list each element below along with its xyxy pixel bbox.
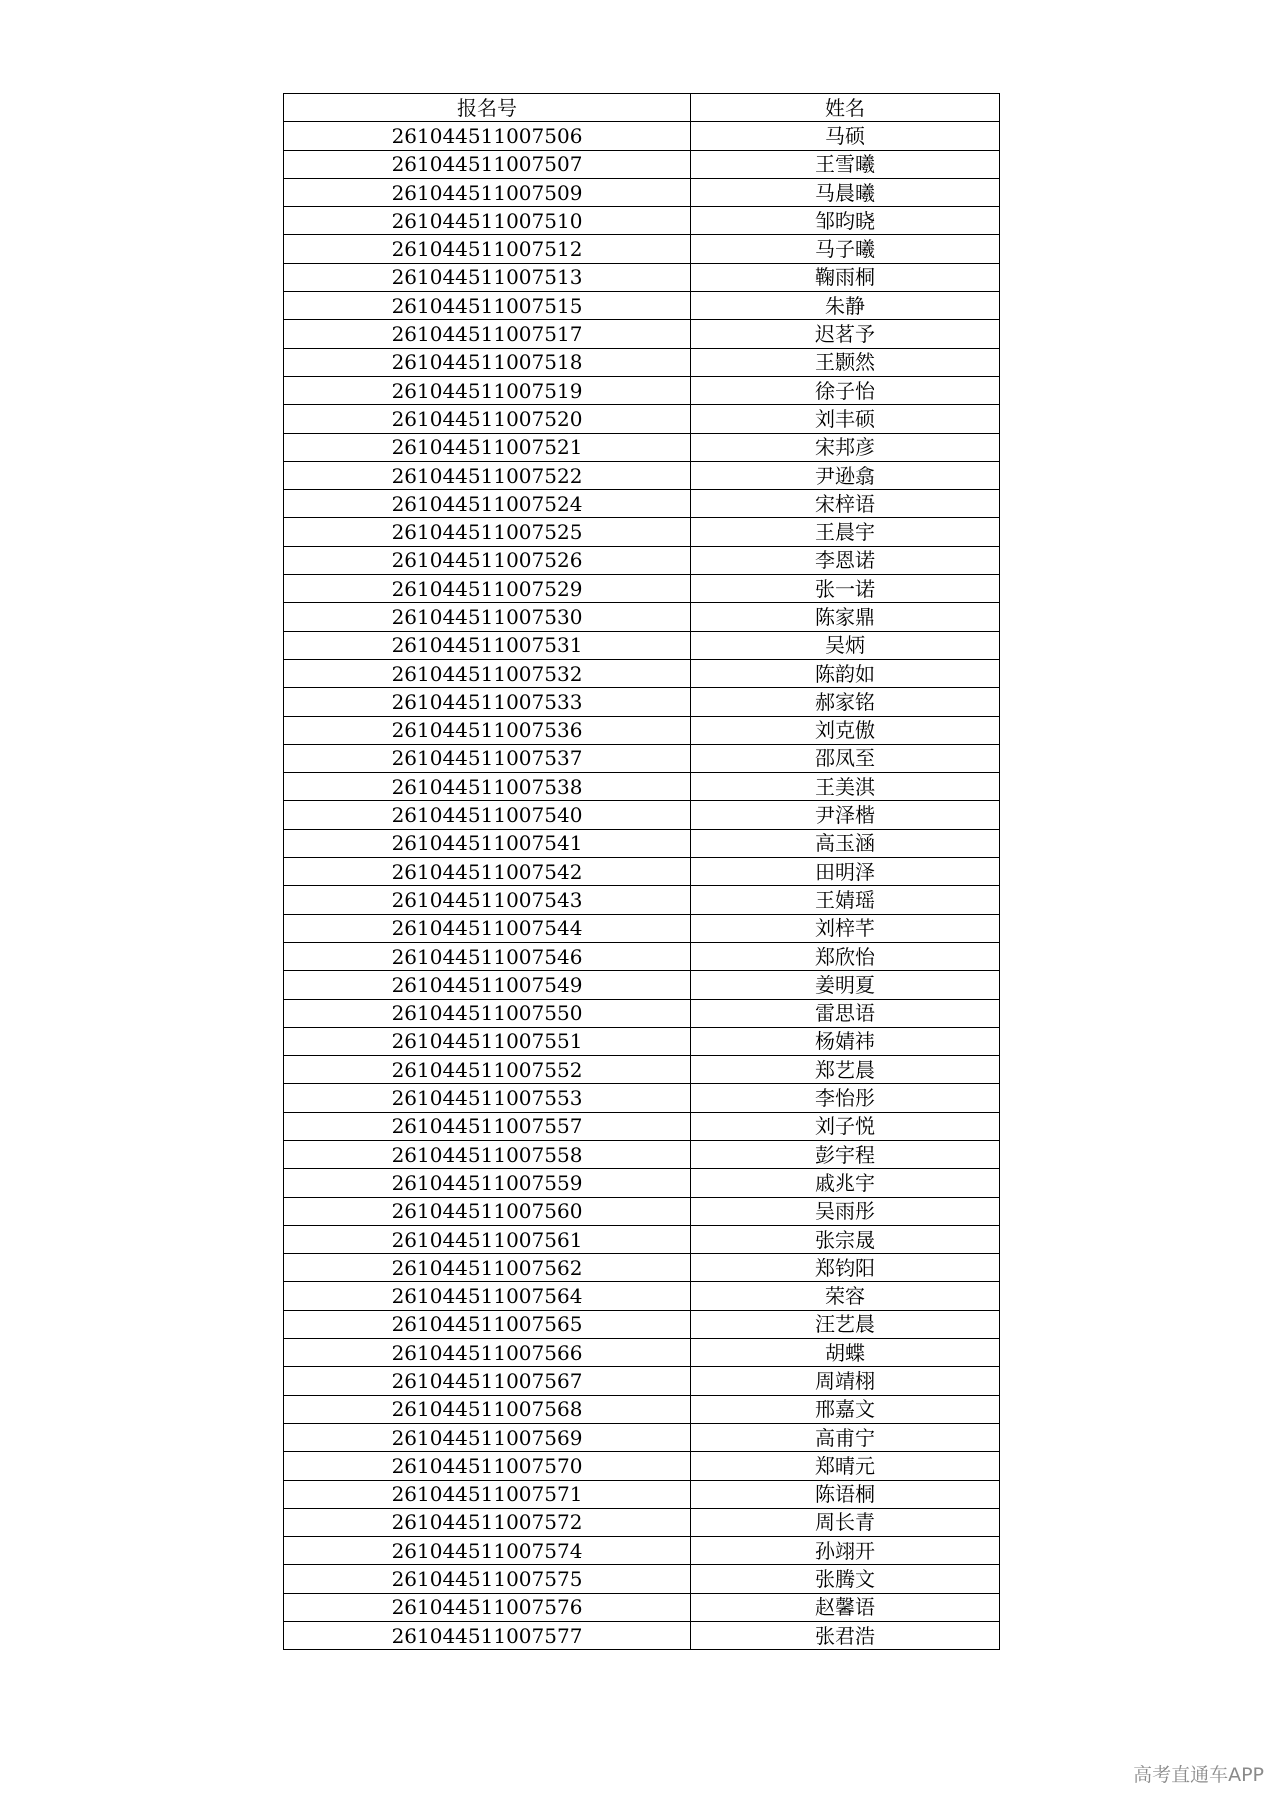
table-header-row [284, 94, 1000, 122]
name-cell: 宋梓语 [691, 490, 1000, 518]
name-cell: 刘丰硕 [691, 405, 1000, 433]
registration-number-cell: 261044511007519 [284, 376, 691, 404]
table-row [284, 122, 1000, 150]
name-cell: 郑钧阳 [691, 1254, 1000, 1282]
registration-number-cell: 261044511007520 [284, 405, 691, 433]
table-row [284, 1310, 1000, 1338]
registration-number-cell: 261044511007569 [284, 1423, 691, 1451]
table-row [284, 801, 1000, 829]
table-row [284, 575, 1000, 603]
table-row [284, 914, 1000, 942]
watermark: 高考直通车APP [1133, 1764, 1264, 1786]
table-row [284, 1339, 1000, 1367]
table-row [284, 1056, 1000, 1084]
table-row [284, 178, 1000, 206]
name-cell: 王晨宇 [691, 518, 1000, 546]
registration-number-cell: 261044511007543 [284, 886, 691, 914]
registration-number-cell: 261044511007517 [284, 320, 691, 348]
registration-number-cell: 261044511007509 [284, 178, 691, 206]
table-row [284, 348, 1000, 376]
registration-number-cell: 261044511007507 [284, 150, 691, 178]
registration-number-cell: 261044511007546 [284, 942, 691, 970]
registration-number-cell: 261044511007530 [284, 603, 691, 631]
name-cell: 周靖栩 [691, 1367, 1000, 1395]
name-cell: 王雪曦 [691, 150, 1000, 178]
name-cell: 高甫宁 [691, 1423, 1000, 1451]
table-row [284, 1367, 1000, 1395]
registration-number-cell: 261044511007558 [284, 1140, 691, 1168]
registration-number-cell: 261044511007574 [284, 1537, 691, 1565]
name-cell: 吴雨彤 [691, 1197, 1000, 1225]
table-row [284, 546, 1000, 574]
registration-number-cell: 261044511007575 [284, 1565, 691, 1593]
name-cell: 王颢然 [691, 348, 1000, 376]
registration-number-cell: 261044511007522 [284, 461, 691, 489]
name-cell: 张君浩 [691, 1622, 1000, 1650]
table-row [284, 235, 1000, 263]
registration-number-cell: 261044511007541 [284, 829, 691, 857]
name-cell: 胡蝶 [691, 1339, 1000, 1367]
name-cell: 邹昀晓 [691, 207, 1000, 235]
name-cell: 陈韵如 [691, 659, 1000, 687]
name-cell: 吴炳 [691, 631, 1000, 659]
name-cell: 周长青 [691, 1508, 1000, 1536]
name-cell: 刘梓芊 [691, 914, 1000, 942]
table-row [284, 631, 1000, 659]
registration-number-cell: 261044511007513 [284, 263, 691, 291]
table-row [284, 1112, 1000, 1140]
name-cell: 马晨曦 [691, 178, 1000, 206]
registration-number-cell: 261044511007549 [284, 971, 691, 999]
table-row [284, 1254, 1000, 1282]
name-cell: 高玉涵 [691, 829, 1000, 857]
table-row [284, 292, 1000, 320]
table-row [284, 886, 1000, 914]
name-cell: 田明泽 [691, 858, 1000, 886]
name-cell: 姜明夏 [691, 971, 1000, 999]
registration-number-cell: 261044511007557 [284, 1112, 691, 1140]
name-cell: 李恩诺 [691, 546, 1000, 574]
registration-number-cell: 261044511007550 [284, 999, 691, 1027]
name-cell: 孙翊开 [691, 1537, 1000, 1565]
table-row [284, 942, 1000, 970]
registration-number-cell: 261044511007552 [284, 1056, 691, 1084]
name-cell: 荣容 [691, 1282, 1000, 1310]
registration-number-cell: 261044511007565 [284, 1310, 691, 1338]
registration-number-cell: 261044511007512 [284, 235, 691, 263]
table-row [284, 263, 1000, 291]
name-cell: 彭宇程 [691, 1140, 1000, 1168]
name-cell: 尹逊翕 [691, 461, 1000, 489]
table-body [284, 122, 1000, 1650]
registration-number-cell: 261044511007515 [284, 292, 691, 320]
name-cell: 邵凤至 [691, 744, 1000, 772]
name-cell: 郑晴元 [691, 1452, 1000, 1480]
name-cell: 张腾文 [691, 1565, 1000, 1593]
registration-number-cell: 261044511007532 [284, 659, 691, 687]
table-row [284, 1537, 1000, 1565]
table-row [284, 320, 1000, 348]
registration-number-cell: 261044511007551 [284, 1027, 691, 1055]
name-cell: 徐子怡 [691, 376, 1000, 404]
registration-number-cell: 261044511007521 [284, 433, 691, 461]
table-row [284, 688, 1000, 716]
name-cell: 陈家鼎 [691, 603, 1000, 631]
table-row [284, 1225, 1000, 1253]
name-cell: 张宗晟 [691, 1225, 1000, 1253]
table-row [284, 461, 1000, 489]
table-row [284, 1084, 1000, 1112]
name-cell: 宋邦彦 [691, 433, 1000, 461]
table-row [284, 1423, 1000, 1451]
table-row [284, 1027, 1000, 1055]
registration-number-cell: 261044511007525 [284, 518, 691, 546]
table-row [284, 1197, 1000, 1225]
registration-number-cell: 261044511007518 [284, 348, 691, 376]
name-cell: 郑欣怡 [691, 942, 1000, 970]
registration-number-cell: 261044511007536 [284, 716, 691, 744]
name-cell: 尹泽楷 [691, 801, 1000, 829]
registration-number-cell: 261044511007533 [284, 688, 691, 716]
table-row [284, 1140, 1000, 1168]
registration-number-cell: 261044511007540 [284, 801, 691, 829]
registration-number-cell: 261044511007561 [284, 1225, 691, 1253]
name-cell: 马子曦 [691, 235, 1000, 263]
table-row [284, 1622, 1000, 1650]
registration-number-cell: 261044511007537 [284, 744, 691, 772]
name-cell: 马硕 [691, 122, 1000, 150]
name-cell: 鞠雨桐 [691, 263, 1000, 291]
registration-number-cell: 261044511007524 [284, 490, 691, 518]
table-row [284, 1169, 1000, 1197]
registration-number-cell: 261044511007560 [284, 1197, 691, 1225]
name-cell: 汪艺晨 [691, 1310, 1000, 1338]
registration-number-cell: 261044511007577 [284, 1622, 691, 1650]
name-cell: 邢嘉文 [691, 1395, 1000, 1423]
table-row [284, 999, 1000, 1027]
table-row [284, 405, 1000, 433]
table-row [284, 1395, 1000, 1423]
table-row [284, 603, 1000, 631]
name-cell: 戚兆宇 [691, 1169, 1000, 1197]
registration-number-cell: 261044511007566 [284, 1339, 691, 1367]
name-cell: 王美淇 [691, 773, 1000, 801]
table-row [284, 1508, 1000, 1536]
name-cell: 赵馨语 [691, 1593, 1000, 1621]
registration-number-cell: 261044511007571 [284, 1480, 691, 1508]
table-row [284, 773, 1000, 801]
registration-number-cell: 261044511007529 [284, 575, 691, 603]
roster-table [283, 93, 1000, 1650]
registration-number-cell: 261044511007570 [284, 1452, 691, 1480]
table-row [284, 1452, 1000, 1480]
registration-number-cell: 261044511007572 [284, 1508, 691, 1536]
registration-number-cell: 261044511007568 [284, 1395, 691, 1423]
table-row [284, 490, 1000, 518]
name-cell: 朱静 [691, 292, 1000, 320]
registration-number-cell: 261044511007506 [284, 122, 691, 150]
table-row [284, 1282, 1000, 1310]
registration-number-cell: 261044511007553 [284, 1084, 691, 1112]
name-cell: 雷思语 [691, 999, 1000, 1027]
name-cell: 王婧瑶 [691, 886, 1000, 914]
registration-number-cell: 261044511007564 [284, 1282, 691, 1310]
registration-number-cell: 261044511007544 [284, 914, 691, 942]
name-cell: 杨婧祎 [691, 1027, 1000, 1055]
name-cell: 张一诺 [691, 575, 1000, 603]
registration-number-cell: 261044511007559 [284, 1169, 691, 1197]
table-row [284, 744, 1000, 772]
registration-number-cell: 261044511007510 [284, 207, 691, 235]
table-row [284, 1565, 1000, 1593]
table-row [284, 1480, 1000, 1508]
name-cell: 迟茗予 [691, 320, 1000, 348]
name-cell: 李怡彤 [691, 1084, 1000, 1112]
table-row [284, 659, 1000, 687]
table-row [284, 150, 1000, 178]
column-header-registration-number: 报名号 [284, 94, 691, 122]
table-row [284, 858, 1000, 886]
column-header-name: 姓名 [691, 94, 1000, 122]
registration-number-cell: 261044511007542 [284, 858, 691, 886]
name-cell: 郑艺晨 [691, 1056, 1000, 1084]
registration-number-cell: 261044511007576 [284, 1593, 691, 1621]
registration-number-cell: 261044511007538 [284, 773, 691, 801]
registration-number-cell: 261044511007531 [284, 631, 691, 659]
table-row [284, 716, 1000, 744]
registration-number-cell: 261044511007567 [284, 1367, 691, 1395]
table-row [284, 829, 1000, 857]
name-cell: 郝家铭 [691, 688, 1000, 716]
table-row [284, 1593, 1000, 1621]
name-cell: 陈语桐 [691, 1480, 1000, 1508]
table-row [284, 376, 1000, 404]
registration-number-cell: 261044511007562 [284, 1254, 691, 1282]
table-row [284, 971, 1000, 999]
table-row [284, 207, 1000, 235]
table-row [284, 518, 1000, 546]
name-cell: 刘克傲 [691, 716, 1000, 744]
name-cell: 刘子悦 [691, 1112, 1000, 1140]
table-row [284, 433, 1000, 461]
registration-number-cell: 261044511007526 [284, 546, 691, 574]
